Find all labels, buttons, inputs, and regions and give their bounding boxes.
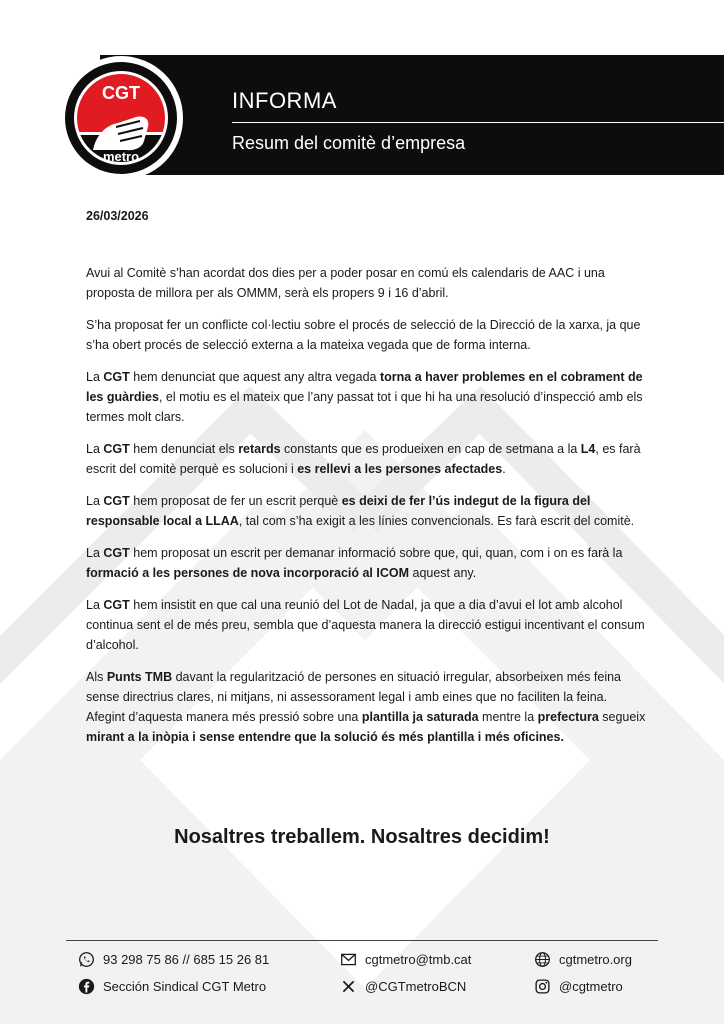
text-run: hem proposat un escrit per demanar informació sobre que, qui, quan, com i on es farà la (129, 546, 623, 560)
header-subtitle: Resum del comitè d’empresa (232, 133, 466, 153)
website-text: cgtmetro.org (559, 952, 632, 967)
text-run: Avui al Comitè s’han acordat dos dies per a poder posar en comú els calendaris de AAC i una proposta de millora per als OMMM, serà els propers 9 i 16 d’abril. (86, 266, 605, 300)
bold-text: CGT (103, 370, 130, 384)
document-date: 26/03/2026 (86, 209, 149, 223)
text-run: davant la regularització de persones en situació irregular, absorbeixen més feina sense directrius clares, ni mitjans, ni assessorament legal i amb eines que no faciliten la feina. Afegint d’aquesta manera més pressió sobre una (86, 670, 621, 724)
body-paragraph (86, 263, 646, 303)
instagram-icon (534, 978, 551, 995)
text-run: La (86, 598, 104, 612)
facebook-icon (78, 978, 95, 995)
bold-text: retards (238, 442, 281, 456)
text-run: S’ha proposat fer un conflicte col·lectiu sobre el procés de selecció de la Direcció de la xarxa, ja que s’ha obert procés de selecció externa a la mateixa vegada que de forma interna. (86, 318, 641, 352)
slogan: Nosaltres treballem. Nosaltres decidim! (174, 826, 550, 848)
text-run: La (86, 494, 104, 508)
text-run: , es farà escrit del comitè perquè es solucioni i (86, 442, 641, 476)
phone-text: 93 298 75 86 // 685 15 26 81 (103, 952, 270, 967)
email-text: cgtmetro@tmb.cat (365, 952, 472, 967)
footer-divider (66, 940, 658, 941)
bold-text: CGT (103, 494, 130, 508)
x-text: @CGTmetroBCN (365, 979, 467, 994)
text-run: La (86, 546, 104, 560)
x-icon (340, 978, 357, 995)
text-run: mentre la (478, 710, 538, 724)
globe-icon (534, 951, 551, 968)
header-title: INFORMA (232, 88, 337, 113)
bold-text: CGT (103, 598, 130, 612)
text-run: segueix (598, 710, 646, 724)
body-paragraph (86, 367, 646, 427)
bold-text: es deixi de fer l’ús indegut de la figura del responsable local a LLAA (86, 494, 591, 528)
whatsapp-icon (78, 951, 95, 968)
text-run: , el motiu es el mateix que l’any passat tot i que hi ha una resolució d’inspecció amb els termes molt clars. (86, 390, 643, 424)
bold-text: mirant a la inòpia i sense entendre que la solució és més plantilla i més oficines. (86, 730, 564, 744)
instagram-text: @cgtmetro (559, 979, 623, 994)
body-paragraph (86, 595, 646, 655)
svg-text:CGT: CGT (102, 83, 140, 103)
text-run: aquest any. (409, 566, 477, 580)
bold-text: Punts TMB (106, 670, 173, 684)
bold-text: L4 (580, 442, 596, 456)
document-body (86, 263, 646, 759)
facebook-text: Sección Sindical CGT Metro (103, 979, 267, 994)
cgt-metro-logo (58, 55, 184, 181)
text-run: La (86, 370, 104, 384)
header-divider (232, 122, 724, 123)
body-paragraph (86, 543, 646, 583)
footer-phone[interactable] (78, 951, 269, 968)
header-bar (100, 55, 724, 175)
footer-facebook[interactable] (78, 978, 266, 995)
footer-website[interactable] (534, 951, 632, 968)
text-run: hem insistit en que cal una reunió del Lot de Nadal, ja que a dia d’avui el lot amb alcohol continua sent el de més preu, sembla que d’aquesta manera la direcció estigui incentivant el consum d’alcohol. (86, 598, 645, 652)
footer-x[interactable] (340, 978, 466, 995)
text-run: hem denunciat que aquest any altra vegada (129, 370, 380, 384)
svg-text:metro: metro (102, 149, 140, 164)
text-run: La (86, 442, 104, 456)
text-run: hem denunciat els (129, 442, 239, 456)
footer-instagram[interactable] (534, 978, 623, 995)
body-paragraph (86, 491, 646, 531)
bold-text: formació a les persones de nova incorporació al ICOM (86, 566, 410, 580)
bold-text: CGT (103, 546, 130, 560)
body-paragraph (86, 315, 646, 355)
text-run: . (502, 462, 506, 476)
email-icon (340, 951, 357, 968)
text-run: Als (86, 670, 107, 684)
text-run: hem proposat de fer un escrit perquè (129, 494, 342, 508)
body-paragraph (86, 667, 646, 747)
bold-text: es rellevi a les persones afectades (297, 462, 503, 476)
text-run: constants que es produeixen en cap de setmana a la (280, 442, 581, 456)
footer-email[interactable] (340, 951, 471, 968)
bold-text: plantilla ja saturada (361, 710, 479, 724)
text-run: , tal com s’ha exigit a les línies convencionals. Es farà escrit del comitè. (238, 514, 635, 528)
bold-text: CGT (103, 442, 130, 456)
bold-text: torna a haver problemes en el cobrament de les guàrdies (86, 370, 643, 404)
bold-text: prefectura (537, 710, 599, 724)
body-paragraph (86, 439, 646, 479)
